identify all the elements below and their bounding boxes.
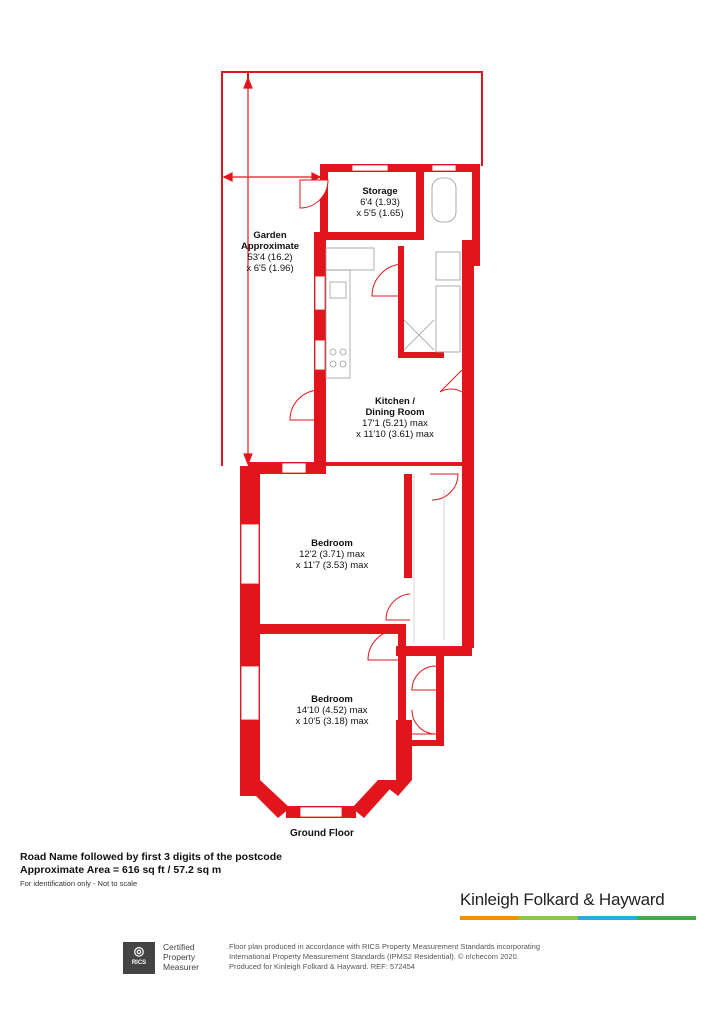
legal-line2: International Property Measurement Standards (IPMS2 Residential). © n!checom 2020.	[229, 952, 519, 961]
rics-line2: Property	[163, 952, 196, 962]
stairs	[414, 474, 444, 644]
rics-logo	[123, 942, 155, 974]
garden-label	[222, 230, 318, 274]
rics-line1: Certified	[163, 942, 195, 952]
area-line: Approximate Area = 616 sq ft / 57.2 sq m	[20, 864, 222, 876]
kitchen-title: Kitchen /	[374, 396, 416, 407]
brand-bar-orange	[460, 916, 519, 920]
brand-block	[460, 890, 696, 920]
brand-bar-lime	[519, 916, 578, 920]
brand-bar-blue	[578, 916, 637, 920]
legal-line1: Floor plan produced in accordance with RICS Property Measurement Standards incorporating	[229, 942, 540, 951]
rics-badge	[123, 942, 219, 974]
brand-name: Kinleigh Folkard & Hayward	[460, 890, 665, 909]
garden-title2: Approximate	[240, 241, 300, 252]
property-info	[20, 851, 282, 891]
rics-certified-text	[163, 942, 199, 972]
garden-title: Garden	[253, 230, 287, 241]
bedroom2-dim2: x 10'5 (3.18) max	[295, 716, 369, 727]
brand-color-bars	[460, 916, 696, 920]
bedroom2-title: Bedroom	[311, 694, 353, 705]
kitchen-dim2: x 11'10 (3.61) max	[356, 429, 434, 440]
rics-line3: Measurer	[163, 962, 199, 972]
legal-text	[229, 942, 609, 972]
bedroom1-title: Bedroom	[311, 538, 353, 549]
bedroom1-dim1: 12'2 (3.71) max	[299, 549, 365, 560]
brand-bar-green	[637, 916, 696, 920]
kitchen-label	[330, 396, 460, 440]
kitchen-title2: Dining Room	[365, 407, 425, 418]
kitchen-dim1: 17'1 (5.21) max	[362, 418, 428, 429]
floor-label: Ground Floor	[290, 828, 354, 839]
storage-title: Storage	[362, 186, 398, 197]
disclaimer-line: For identification only - Not to scale	[20, 879, 138, 888]
storage-dim2: x 5'5 (1.65)	[356, 208, 404, 219]
storage-dim1: 6'4 (1.93)	[360, 197, 400, 208]
address-line: Road Name followed by first 3 digits of the postcode	[20, 851, 282, 863]
bedroom1-label	[262, 538, 402, 571]
rics-logo-text: RICS	[131, 960, 147, 966]
bedroom2-label	[262, 694, 402, 727]
garden-dim2: x 6'5 (1.96)	[246, 263, 294, 274]
rics-globe-icon: ◎	[133, 944, 145, 958]
bedroom1-dim2: x 11'7 (3.53) max	[295, 560, 369, 571]
legal-line3: Produced for Kinleigh Folkard & Hayward. REF: 572454	[229, 962, 415, 971]
bedroom2-dim1: 14'10 (4.52) max	[296, 705, 368, 716]
garden-dim1: 53'4 (16.2)	[247, 252, 293, 263]
storage-label	[340, 186, 420, 219]
